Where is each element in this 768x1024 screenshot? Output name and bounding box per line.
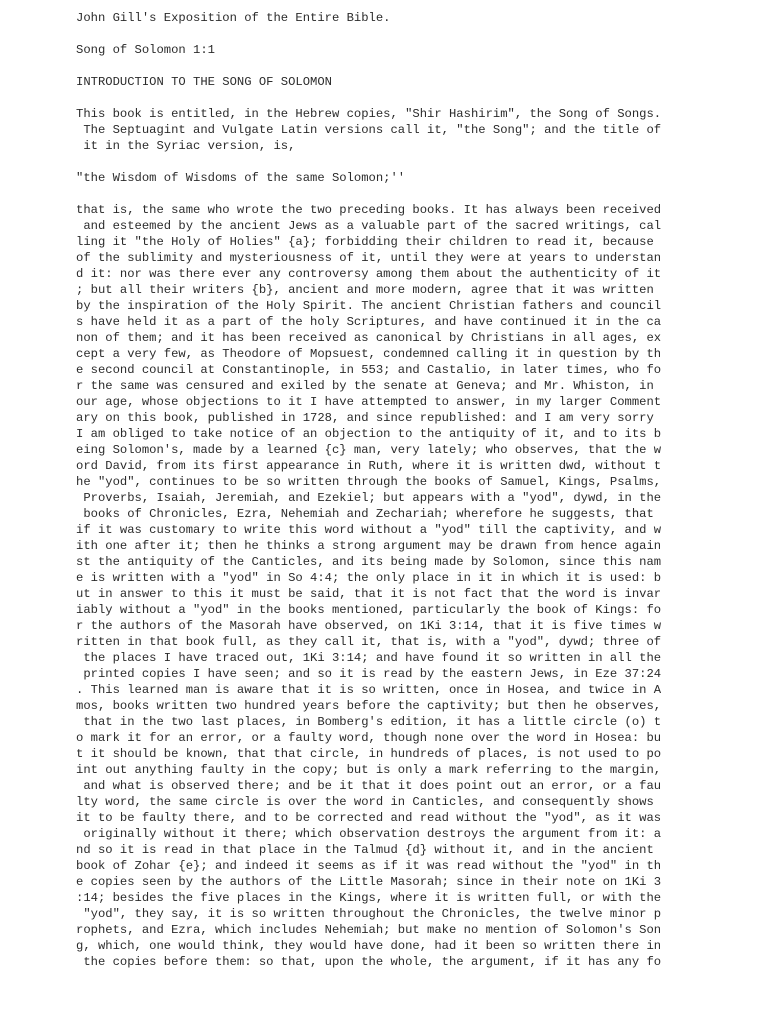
body-line: by the inspiration of the Holy Spirit. The ancient Christian fathers and council [76,299,662,313]
body-line: :14; besides the five places in the Kings, where it is written full, or with the [76,891,662,905]
verse-reference: Song of Solomon 1:1 [76,43,215,57]
body-line: and esteemed by the ancient Jews as a valuable part of the sacred writings, cal [76,219,662,233]
spacer [76,154,696,170]
body-line: ; but all their writers {b}, ancient and more modern, agree that it was written [76,283,654,297]
spacer [76,58,696,74]
body-line: e second council at Constantinople, in 553; and Castalio, in later times, who fo [76,363,662,377]
intro-line: it in the Syriac version, is, [76,139,296,153]
body-line: mos, books written two hundred years before the captivity; but then he observes, [76,699,662,713]
body-line: ary on this book, published in 1728, and since republished: and I am very sorry [76,411,654,425]
body-line: cept a very few, as Theodore of Mopsuest, condemned calling it in question by th [76,347,662,361]
body-line: that in the two last places, in Bomberg's edition, it has a little circle (o) t [76,715,662,729]
body-line: ut in answer to this it must be said, that it is not fact that the word is invar [76,587,662,601]
body-line: Proverbs, Isaiah, Jeremiah, and Ezekiel; but appears with a "yod", dywd, in the [76,491,662,505]
body-line: it to be faulty there, and to be corrected and read without the "yod", as it was [76,811,662,825]
body-line: . This learned man is aware that it is so written, once in Hosea, and twice in A [76,683,662,697]
body-line: eing Solomon's, made by a learned {c} man, very lately; who observes, that the w [76,443,662,457]
body-line: iably without a "yod" in the books mentioned, particularly the book of Kings: fo [76,603,662,617]
body-line: o mark it for an error, or a faulty word, though none over the word in Hosea: bu [76,731,662,745]
body-line: int out anything faulty in the copy; but is only a mark referring to the margin, [76,763,662,777]
body-line: books of Chronicles, Ezra, Nehemiah and Zechariah; wherefore he suggests, that [76,507,654,521]
body-line: e is written with a "yod" in So 4:4; the only place in it in which it is used: b [76,571,662,585]
body-line: I am obliged to take notice of an objection to the antiquity of it, and to its b [76,427,662,441]
body-line: book of Zohar {e}; and indeed it seems as if it was read without the "yod" in th [76,859,662,873]
body-line: t it should be known, that that circle, in hundreds of places, is not used to po [76,747,662,761]
intro-paragraph [76,106,696,154]
body-line: rophets, and Ezra, which includes Nehemiah; but make no mention of Solomon's Son [76,923,662,937]
document-header: John Gill's Exposition of the Entire Bible. [76,11,391,25]
body-line: e copies seen by the authors of the Little Masorah; since in their note on 1Ki 3 [76,875,662,889]
body-line: the copies before them: so that, upon the whole, the argument, if it has any fo [76,955,662,969]
body-line: our age, whose objections to it I have attempted to answer, in my larger Comment [76,395,662,409]
section-heading: INTRODUCTION TO THE SONG OF SOLOMON [76,75,332,89]
syriac-title-quote: "the Wisdom of Wisdoms of the same Solomon;'' [76,171,406,185]
spacer [76,90,696,106]
body-line: "yod", they say, it is so written throughout the Chronicles, the twelve minor p [76,907,662,921]
intro-line: The Septuagint and Vulgate Latin versions call it, "the Song"; and the title of [76,123,662,137]
body-line: lty word, the same circle is over the word in Canticles, and consequently shows [76,795,654,809]
body-line: s have held it as a part of the holy Scriptures, and have continued it in the ca [76,315,662,329]
body-line: nd so it is read in that place in the Talmud {d} without it, and in the ancient [76,843,654,857]
body-line: ling it "the Holy of Holies" {a}; forbidding their children to read it, because [76,235,654,249]
body-line: of the sublimity and mysteriousness of it, until they were at years to understan [76,251,662,265]
body-line: g, which, one would think, they would have done, had it been so written there in [76,939,662,953]
spacer [76,186,696,202]
body-line: d it: nor was there ever any controversy among them about the authenticity of it [76,267,662,281]
body-line: the places I have traced out, 1Ki 3:14; and have found it so written in all the [76,651,662,665]
body-line: ritten in that book full, as they call it, that is, with a "yod", dywd; three of [76,635,662,649]
body-line: that is, the same who wrote the two preceding books. It has always been received [76,203,662,217]
body-line: if it was customary to write this word without a "yod" till the captivity, and w [76,523,662,537]
body-line: and what is observed there; and be it that it does point out an error, or a fau [76,779,662,793]
body-line: r the same was censured and exiled by the senate at Geneva; and Mr. Whiston, in [76,379,654,393]
body-line: he "yod", continues to be so written through the books of Samuel, Kings, Psalms, [76,475,662,489]
body-line: r the authors of the Masorah have observed, on 1Ki 3:14, that it is five times w [76,619,662,633]
body-line: st the antiquity of the Canticles, and its being made by Solomon, since this nam [76,555,662,569]
body-line: ith one after it; then he thinks a strong argument may be drawn from hence again [76,539,662,553]
body-line: originally without it there; which observation destroys the argument from it: a [76,827,662,841]
document-page [76,10,696,970]
spacer [76,26,696,42]
intro-line: This book is entitled, in the Hebrew copies, "Shir Hashirim", the Song of Songs. [76,107,662,121]
body-paragraph [76,202,696,970]
body-line: non of them; and it has been received as canonical by Christians in all ages, ex [76,331,662,345]
body-line: ord David, from its first appearance in Ruth, where it is written dwd, without t [76,459,662,473]
body-line: printed copies I have seen; and so it is read by the eastern Jews, in Eze 37:24 [76,667,662,681]
